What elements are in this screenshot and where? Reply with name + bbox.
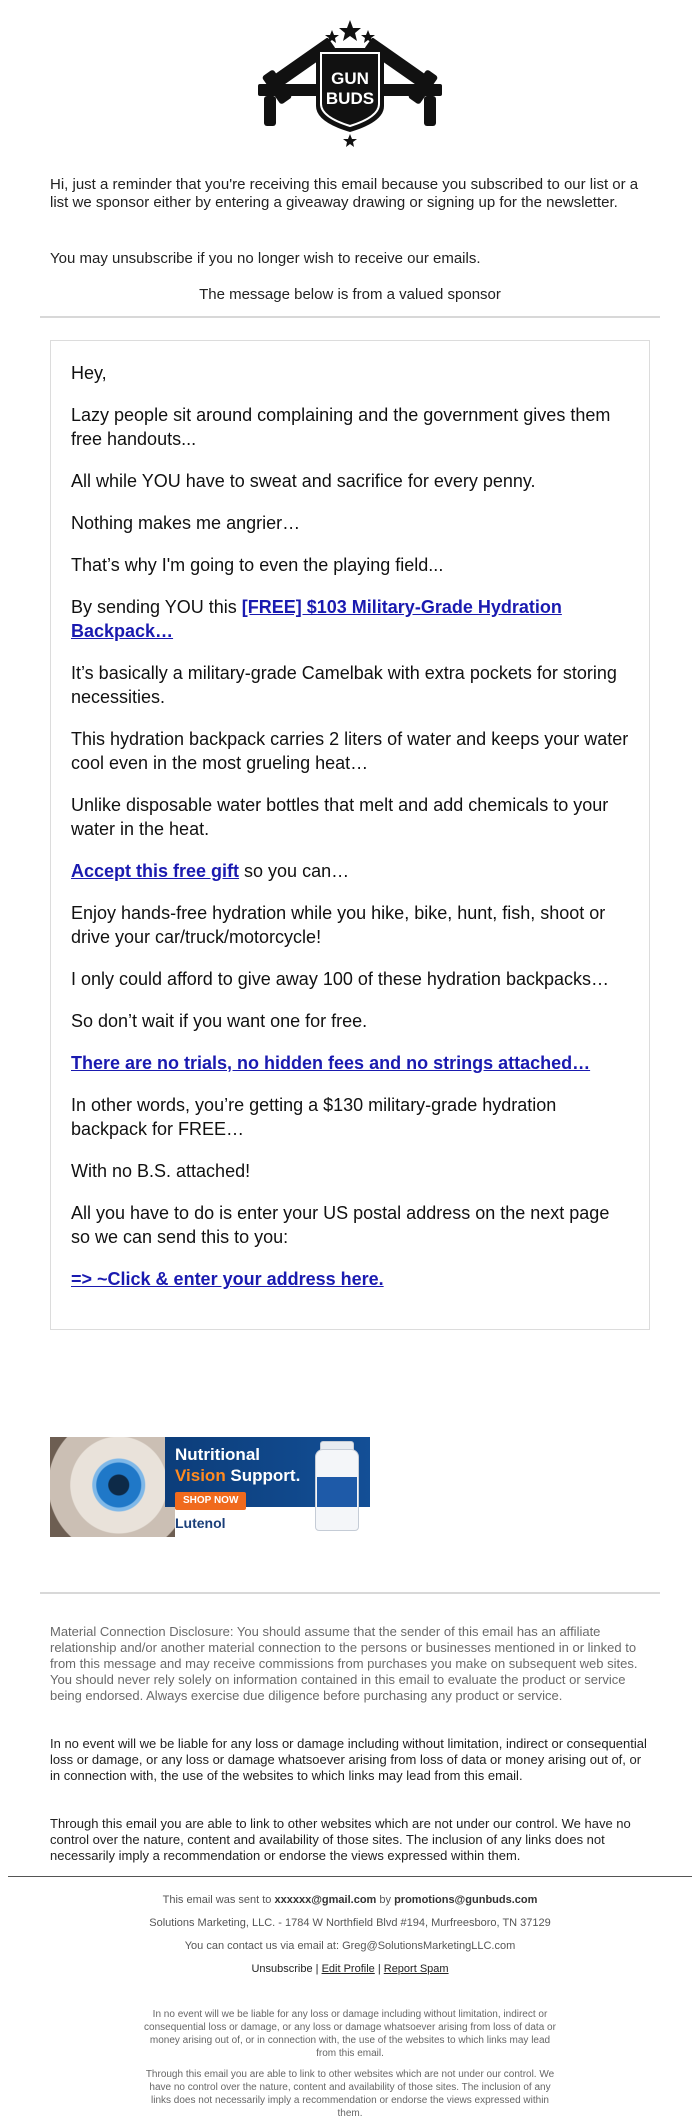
message-paragraph: In other words, you’re getting a $130 military-grade hydration backpack for FREE… bbox=[71, 1095, 557, 1139]
message-text: so you can… bbox=[239, 861, 350, 881]
message-paragraph: With no B.S. attached! bbox=[71, 1161, 251, 1181]
bottle-label bbox=[317, 1477, 357, 1507]
enter-address-link[interactable]: => ~Click & enter your address here. bbox=[71, 1269, 384, 1289]
footer-divider bbox=[8, 1876, 692, 1877]
recipient-email: xxxxxx@gmail.com bbox=[274, 1894, 377, 1906]
message-paragraph: I only could afford to give away 100 of these hydration backpacks… bbox=[71, 969, 609, 989]
footer-liability: In no event will we be liable for any loss or damage including without limitation, indirect or consequential loss or damage, or any loss or damage whatsoever arising from loss of data or money arising out of, or in connection with, the use of the websites to which links may lead from this email. bbox=[144, 2009, 556, 2059]
logo-line1: GUN bbox=[331, 69, 369, 88]
sender-email: promotions@gunbuds.com bbox=[394, 1894, 538, 1906]
lutenol-ad-banner[interactable] bbox=[50, 1437, 370, 1537]
liability-disclosure: In no event will we be liable for any loss or damage including without limitation, indirect or consequential loss or damage, or any loss or damage whatsoever arising from loss of data or money arising out of, or in connection with, the use of the websites to which links may lead from this email. bbox=[50, 1736, 647, 1783]
message-paragraph: Lazy people sit around complaining and the government gives them free handouts... bbox=[71, 405, 611, 449]
ad-highlight: Vision bbox=[175, 1466, 226, 1485]
sent-prefix: This email was sent to bbox=[162, 1894, 275, 1906]
message-paragraph: All while YOU have to sweat and sacrifice for every penny. bbox=[71, 471, 536, 491]
no-strings-link[interactable]: There are no trials, no hidden fees and no strings attached… bbox=[71, 1053, 591, 1073]
greeting: Hey, bbox=[71, 363, 107, 383]
message-paragraph: All you have to do is enter your US postal address on the next page so we can send this to you: bbox=[71, 1203, 610, 1247]
message-paragraph: Unlike disposable water bottles that melt and add chemicals to your water in the heat. bbox=[71, 795, 609, 839]
accept-gift-link[interactable]: Accept this free gift bbox=[71, 861, 240, 881]
footer-links bbox=[50, 1963, 650, 1975]
company-address: Solutions Marketing, LLC. - 1784 W Northfield Blvd #194, Murfreesboro, TN 37129 bbox=[149, 1917, 551, 1929]
message-paragraph: Enjoy hands-free hydration while you hike, bike, hunt, fish, shoot or drive your car/truck/motorcycle! bbox=[71, 903, 606, 947]
message-paragraph: So don’t wait if you want one for free. bbox=[71, 1011, 368, 1031]
logo-line2: BUDS bbox=[325, 89, 375, 108]
message-paragraph bbox=[71, 1051, 631, 1075]
message-paragraph bbox=[71, 859, 631, 883]
ad-headline-rest: Support. bbox=[225, 1466, 301, 1485]
link-separator: | bbox=[374, 1963, 384, 1975]
gunbuds-logo[interactable] bbox=[250, 18, 450, 148]
shop-now-button[interactable]: SHOP NOW bbox=[175, 1492, 246, 1510]
reminder-text: Hi, just a reminder that you're receiving this email because you subscribed to our list or a list we sponsor either by entering a giveaway drawing or signing up for the newsletter. bbox=[50, 176, 639, 211]
message-paragraph: It’s basically a military-grade Camelbak with extra pockets for storing necessities. bbox=[71, 663, 617, 707]
message-text: By sending YOU this bbox=[71, 597, 242, 617]
sponsor-note: The message below is from a valued sponsor bbox=[199, 286, 501, 303]
ad-headline-2 bbox=[175, 1466, 300, 1486]
divider bbox=[40, 1592, 660, 1594]
logo-graphic bbox=[250, 18, 450, 148]
sponsor-message-box bbox=[50, 340, 650, 1330]
links-disclosure: Through this email you are able to link to other websites which are not under our control. We have no control over the nature, content and availability of those sites. The inclusion of any links does not necessarily imply a recommendation or endorse the views expressed within them. bbox=[50, 1816, 631, 1863]
message-paragraph: That’s why I'm going to even the playing field... bbox=[71, 555, 444, 575]
divider bbox=[40, 316, 660, 318]
message-paragraph: This hydration backpack carries 2 liters of water and keeps your water cool even in the most grueling heat… bbox=[71, 729, 629, 773]
link-separator: | bbox=[312, 1963, 322, 1975]
eye-image bbox=[50, 1437, 175, 1537]
message-paragraph: Nothing makes me angrier… bbox=[71, 513, 301, 533]
unsubscribe-link[interactable]: Unsubscribe bbox=[251, 1963, 313, 1975]
footer-links-notice: Through this email you are able to link to other websites which are not under our control. We have no control over the nature, content and availability of those sites. The inclusion of any links does not necessarily imply a recommendation or endorse the views expressed within them. bbox=[145, 2069, 555, 2119]
ad-headline-1: Nutritional bbox=[175, 1445, 260, 1464]
message-paragraph bbox=[71, 595, 631, 643]
message-body bbox=[71, 361, 631, 1309]
contact-line: You can contact us via email at: Greg@SolutionsMarketingLLC.com bbox=[184, 1940, 516, 1952]
free-backpack-link[interactable]: [FREE] $103 Military-Grade Hydration Backpack… bbox=[71, 597, 562, 641]
report-spam-link[interactable]: Report Spam bbox=[383, 1963, 449, 1975]
sent-by: by bbox=[376, 1894, 395, 1906]
edit-profile-link[interactable]: Edit Profile bbox=[321, 1963, 375, 1975]
message-paragraph bbox=[71, 1267, 631, 1291]
ad-brand: Lutenol bbox=[175, 1515, 226, 1531]
sent-to-line bbox=[50, 1894, 650, 1906]
material-disclosure: Material Connection Disclosure: You should assume that the sender of this email has an affiliate relationship and/or another material connection to the persons or businesses mentioned in or linked to from this message and may receive commissions from purchases you make on subsequent web sites. You should never rely solely on information contained in this email to evaluate the product or service being endorsed. Always exercise due diligence before purchasing any product or service. bbox=[50, 1624, 638, 1703]
unsubscribe-note: You may unsubscribe if you no longer wish to receive our emails. bbox=[50, 250, 481, 267]
